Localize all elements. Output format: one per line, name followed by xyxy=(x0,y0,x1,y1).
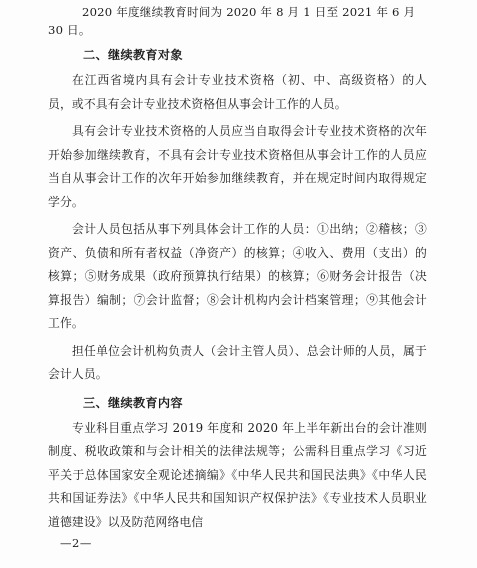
page-number: —2— xyxy=(60,536,92,550)
paragraph: 专业科目重点学习 2019 年度和 2020 年上半年新出台的会计准则制度、税收政策和与会计相关的法律法规等；公需科目重点学习《习近平关于总体国家安全观论述摘编》《中华人民共和国民法典》《中华人民共和国证券法》《中华人民共和国知识产权保护法》《专业技术人员职业道德建设》以及防范网络电信 xyxy=(48,420,427,529)
intro-line: 2020 年度继续教育时间为 2020 年 8 月 1 日至 2021 年 6 月 30 日。 xyxy=(48,5,416,37)
paragraph: 具有会计专业技术资格的人员应当自取得会计专业技术资格的次年开始参加继续教育，不具有会计专业技术资格但从事会计工作的人员应当自从事会计工作的次年开始参加继续教育，并在规定时间内取得规定学分。 xyxy=(48,124,427,209)
paragraph: 担任单位会计机构负责人（会计主管人员）、总会计师的人员，属于会计人员。 xyxy=(48,343,427,381)
paragraph: 会计人员包括从事下列具体会计工作的人员：①出纳；②稽核；③资产、负债和所有者权益（净资产）的核算；④收入、费用（支出）的核算；⑤财务成果（政府预算执行结果）的核算；⑥财务会计报告（决算报告）编制；⑦会计监督；⑧会计机构内会计档案管理；⑨其他会计工作。 xyxy=(48,222,427,330)
paragraph: 在江西省境内具有会计专业技术资格（初、中、高级资格）的人员，或不具有会计专业技术资格但从事会计工作的人员。 xyxy=(48,73,427,111)
section-heading-content: 三、继续教育内容 xyxy=(83,395,183,410)
section-heading-objects: 二、继续教育对象 xyxy=(83,48,183,62)
